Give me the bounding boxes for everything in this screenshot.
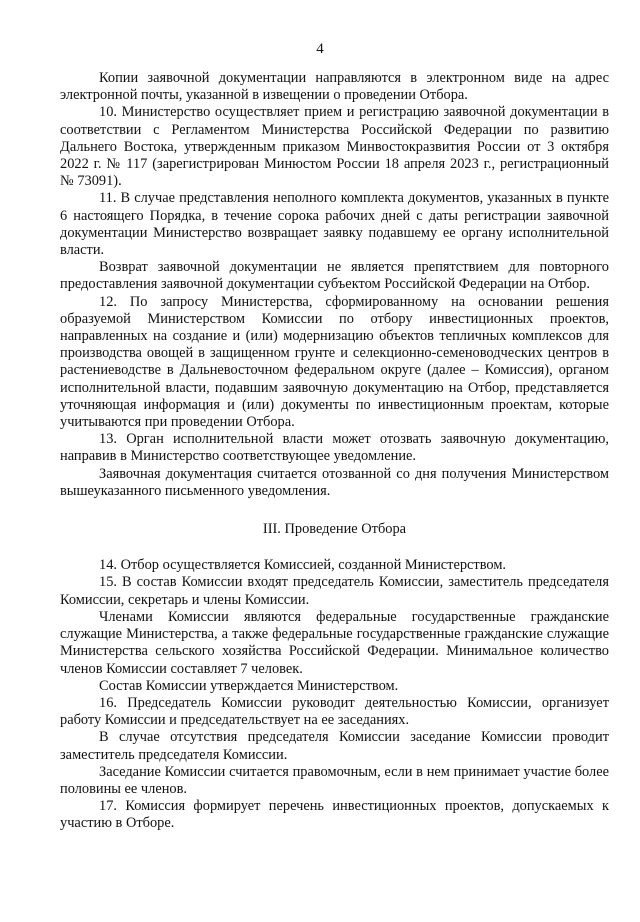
paragraph-item-10: 10. Министерство осуществляет прием и регистрацию заявочной документации в соответствии с Регламентом Министерства Российской Федерации по развитию Дальнего Востока, утвержденным приказом Минвостокразвития России от 3 октября 2022 г. № 117 (зарегистрирован Минюстом России 18 апреля 2023 г., регистрационный № 73091). bbox=[60, 104, 609, 190]
paragraph-item-15: 15. В состав Комиссии входят председатель Комиссии, заместитель председателя Комиссии, секретарь и члены Комиссии. bbox=[60, 574, 609, 608]
paragraph-item-16: 16. Председатель Комиссии руководит деятельностью Комиссии, организует работу Комиссии и председательствует на ее заседаниях. bbox=[60, 694, 609, 729]
paragraph-item-13: 13. Орган исполнительной власти может отозвать заявочную документацию, направив в Министерство соответствующее уведомление. bbox=[60, 431, 609, 465]
paragraph-item-14: 14. Отбор осуществляется Комиссией, созданной Министерством. bbox=[99, 557, 507, 574]
paragraph-item-11: 11. В случае представления неполного комплекта документов, указанных в пункте 6 настоящего Порядка, в течение сорока рабочих дней с даты регистрации заявочной документации Министерство возвращает заявку подавшему ее органу исполнительной власти. bbox=[60, 190, 609, 259]
paragraph-item-17: 17. Комиссия формирует перечень инвестиционных проектов, допускаемых к участию в Отборе. bbox=[60, 798, 609, 832]
paragraph: В случае отсутствия председателя Комиссии заседание Комиссии проводит заместитель председателя Комиссии. bbox=[60, 729, 609, 763]
paragraph: Заседание Комиссии считается правомочным, если в нем принимает участие более половины ее членов. bbox=[60, 763, 609, 797]
page-number: 4 bbox=[316, 41, 324, 57]
paragraph: Заявочная документация считается отозванной со дня получения Министерством вышеуказанного письменного уведомления. bbox=[60, 465, 609, 499]
section-heading: III. Проведение Отбора bbox=[262, 521, 407, 538]
paragraph: Состав Комиссии утверждается Министерством. bbox=[99, 677, 399, 694]
paragraph-item-12: 12. По запросу Министерства, сформированному на основании решения образуемой Министерством Комиссии по отбору инвестиционных проектов, направленных на создание и (или) модернизацию объектов тепличных комплексов для производства овощей в защищенном грунте и селекционно-семеноводческих центров в растениеводстве в Дальневосточном федеральном округе (далее – Комиссия), органом исполнительной власти, подавшим заявочную документацию на Отбор, представляется уточняющая информация и (или) документы по инвестиционным проектам, которые учитываются при проведении Отбора. bbox=[60, 293, 609, 431]
paragraph: Возврат заявочной документации не является препятствием для повторного предоставления заявочной документации субъектом Российской Федерации на Отбор. bbox=[60, 259, 609, 293]
paragraph: Копии заявочной документации направляются в электронном виде на адрес электронной почты, указанной в извещении о проведении Отбора. bbox=[60, 70, 609, 104]
paragraph: Членами Комиссии являются федеральные государственные гражданские служащие Министерства, а также федеральные государственные гражданские служащие Министерства сельского хозяйства Российской Федерации. Минимальное количество членов Комиссии составляет 7 человек. bbox=[60, 608, 609, 677]
document-body bbox=[60, 70, 609, 833]
